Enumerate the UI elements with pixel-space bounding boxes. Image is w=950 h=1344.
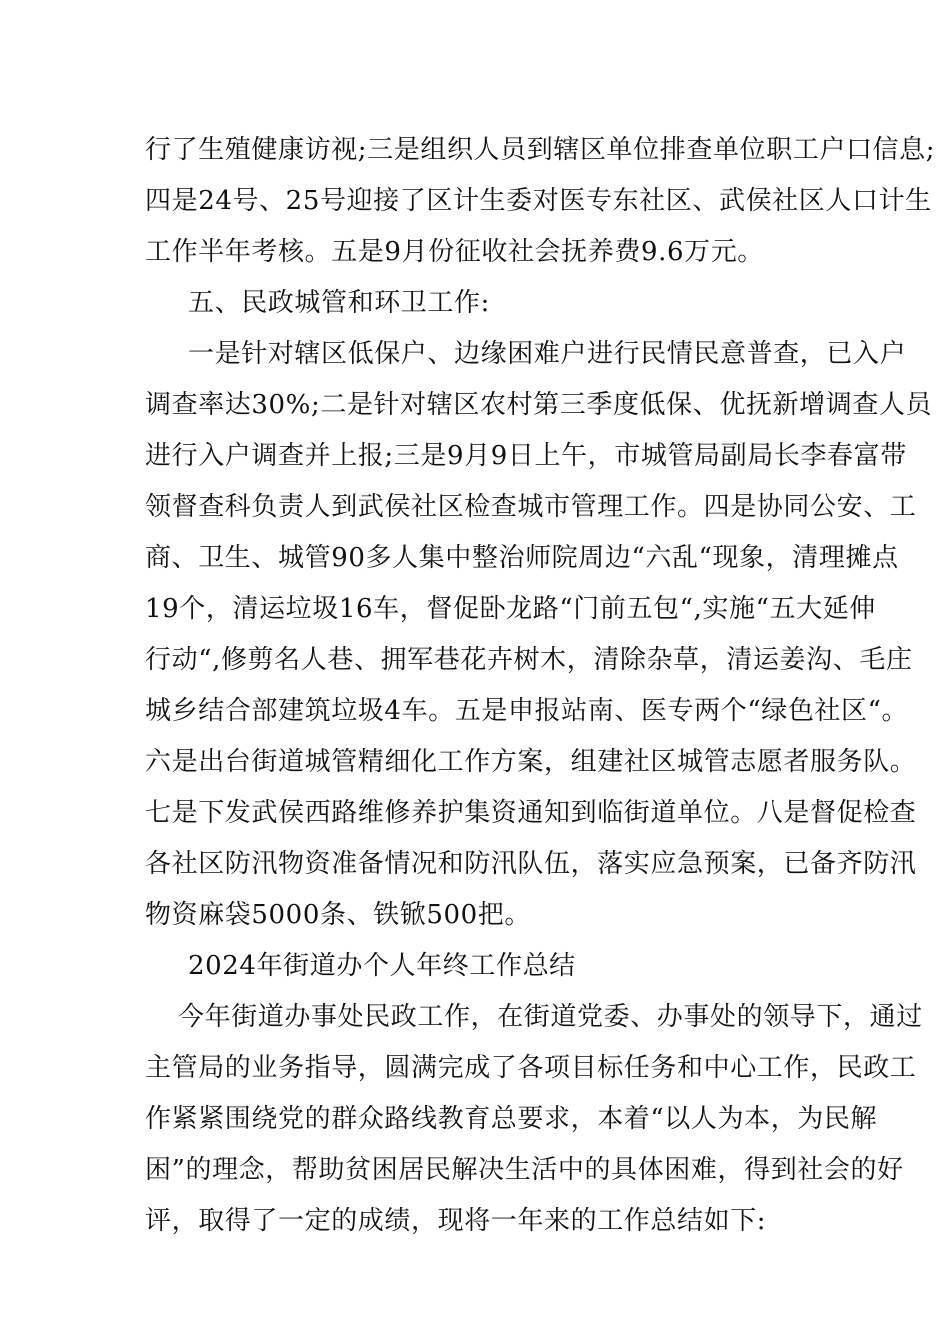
text-line: 19个，清运垃圾16车，督促卧龙路“门前五包“,实施“五大延伸 [145, 594, 876, 624]
text-line: 七是下发武侯西路维修养护集资通知到临街道单位。八是督促检查 [145, 798, 917, 828]
text-line: 进行入户调查并上报;三是9月9日上午，市城管局副局长李春富带 [145, 441, 907, 471]
text-line: 四是24号、25号迎接了区计生委对医专东社区、武侯社区人口计生 [145, 186, 932, 216]
text-line: 评，取得了一定的成绩，现将一年来的工作总结如下: [145, 1206, 767, 1236]
text-line: 工作半年考核。五是9月份征收社会抚养费9.6万元。 [145, 237, 764, 267]
document-title: 2024年街道办个人年终工作总结 [188, 951, 576, 981]
text-line: 各社区防汛物资准备情况和防汛队伍，落实应急预案，已备齐防汛 [145, 849, 917, 879]
text-line: 行了生殖健康访视;三是组织人员到辖区单位排查单位职工户口信息; [145, 135, 936, 165]
text-line: 作紧紧围绕党的群众路线教育总要求，本着“以人为本，为民解 [145, 1104, 878, 1134]
section-heading: 五、民政城管和环卫工作: [188, 288, 490, 318]
text-line: 领督查科负责人到武侯社区检查城市管理工作。四是协同公安、工 [145, 492, 917, 522]
text-line: 调查率达30%;二是针对辖区农村第三季度低保、优抚新增调查人员 [145, 390, 933, 420]
text-line: 行动“,修剪名人巷、拥军巷花卉树木，清除杂草，清运姜沟、毛庄 [145, 645, 913, 675]
text-line: 商、卫生、城管90多人集中整治师院周边“六乱“现象，清理摊点 [145, 543, 899, 573]
text-line: 今年街道办事处民政工作，在街道党委、办事处的领导下，通过 [178, 1002, 923, 1032]
text-line: 一是针对辖区低保户、边缘困难户进行民情民意普查，已入户 [188, 339, 907, 369]
text-line: 物资麻袋5000条、铁锨500把。 [145, 900, 531, 930]
text-line: 城乡结合部建筑垃圾4车。五是申报站南、医专两个“绿色社区“。 [145, 696, 909, 726]
text-line: 主管局的业务指导，圆满完成了各项目标任务和中心工作，民政工 [145, 1053, 917, 1083]
text-line: 困”的理念，帮助贫困居民解决生活中的具体困难，得到社会的好 [145, 1155, 904, 1185]
text-line: 六是出台街道城管精细化工作方案，组建社区城管志愿者服务队。 [145, 747, 917, 777]
